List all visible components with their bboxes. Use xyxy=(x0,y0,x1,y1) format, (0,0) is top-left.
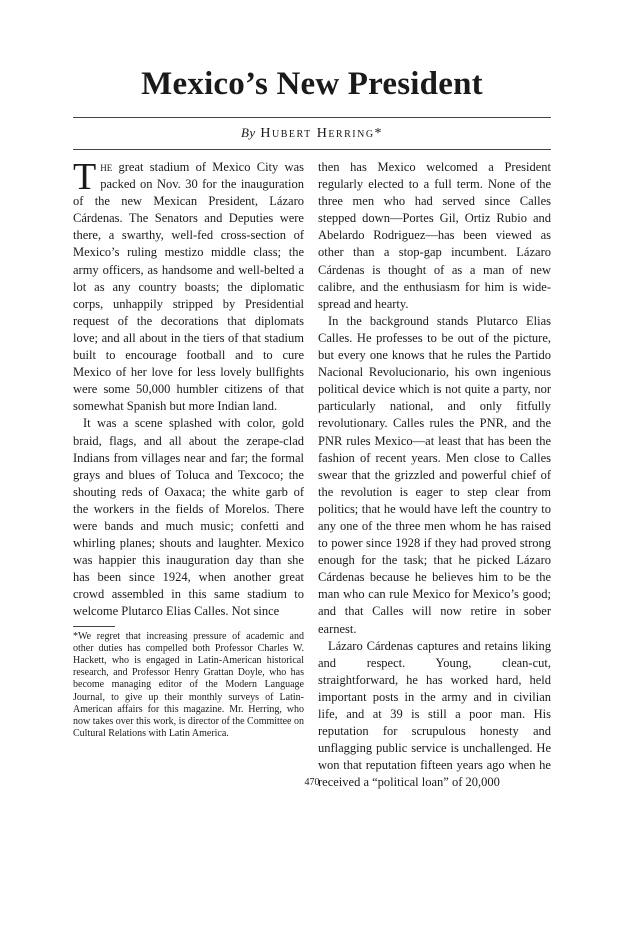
paragraph-4: In the background stands Plutarco Elias Calles. He professes to be out of the picture, but every one knows that he rules the Partido Nacional Revolucionario, his own ingenious political device which is not quite a party, nor particularly national, and only fitfully revolutionary. Calles rules the PNR, and the PNR rules Mexico—at least that has been the fashion of recent years. Men close to Calles swear that the grizzled and powerful chief of the revolution is eager to step clear from politics; that he would have left the country to any one of the three men whom he has raised to power since 1928 if they had proved strong enough for the task; that he picked Lázaro Cárdenas because he believes him to be the man who can rule Mexico for Mexico’s good; and that Calles will now retire in sober earnest. xyxy=(318,313,551,636)
paragraph-3: then has Mexico welcomed a President regularly elected to a full term. None of the three men who had served since Calles stepped down—Portes Gil, Ortiz Rubio and Abelardo Rodriguez—has been viewed as other than a stop-gap incumbent. Lázaro Cárdenas is thought of as a man of new calibre, and the enthusiasm for him is wide-spread and hearty. xyxy=(318,160,551,311)
title-rule xyxy=(73,117,551,118)
footnote-rule xyxy=(73,626,115,627)
lead-in: he xyxy=(100,160,113,174)
left-column xyxy=(73,156,304,740)
byline xyxy=(0,125,624,142)
article-title: Mexico’s New President xyxy=(141,66,483,102)
page-number: 470 xyxy=(304,777,320,788)
author-name: Hubert Herring* xyxy=(260,126,384,141)
paragraph-1 xyxy=(73,156,304,415)
footnote: *We regret that increasing pressure of academic and other duties has compelled both Professor Charles W. Hackett, who is engaged in Latin-American historical research, and Professor Henry Grattan Doyle, who has become managing editor of the Modern Language Journal, to give up their monthly surveys of Latin-American affairs for this magazine. Mr. Herring, who now takes over this work, is director of the Committee on Cultural Relations with Latin America. xyxy=(73,630,304,740)
paragraph-1-text: great stadium of Mexico City was packed on Nov. 30 for the inauguration of the new Mexican President, Lázaro Cárdenas. The Senators and Deputies were there, a swarthy, well-fed cross-section of Mexico’s ruling mestizo middle class; the army officers, as handsome and well-belted a lot as any country boasts; the diplomatic corps, unhappily stripped by Presidential request of the decorations that diplomats love; and all about in the tiers of that stadium built to encourage football and to cure Mexico of her love for less lovely bullfights were some 50,000 humbler citizens of that somewhat Spanish but more Indian land. xyxy=(73,160,304,414)
drop-cap: T xyxy=(73,156,97,198)
byline-rule xyxy=(73,149,551,150)
paragraph-5: Lázaro Cárdenas captures and retains liking and respect. Young, clean-cut, straightforward, he has worked hard, held important posts in the army and in civilian life, and at 39 is still a poor man. His reputation for scrupulous honesty and unflagging public service is unchallenged. He won that reputation fifteen years ago when he received a “political loan” of 20,000 xyxy=(318,638,551,790)
paragraph-2: It was a scene splashed with color, gold braid, flags, and all about the zerape-clad Indians from villages near and far; the formal grays and blues of Toluca and Texcoco; the shouting reds of Oaxaca; the white garb of the workers in the fields of Morelos. There were bands and much music; confetti and whirling planes; shouts and laughter. Mexico was happier this inauguration day than she has been since 1924, when another great crowd assembled in this same stadium to welcome Plutarco Elias Calles. Not since xyxy=(73,416,304,619)
right-column xyxy=(318,159,551,791)
byline-prefix: By xyxy=(240,125,256,140)
